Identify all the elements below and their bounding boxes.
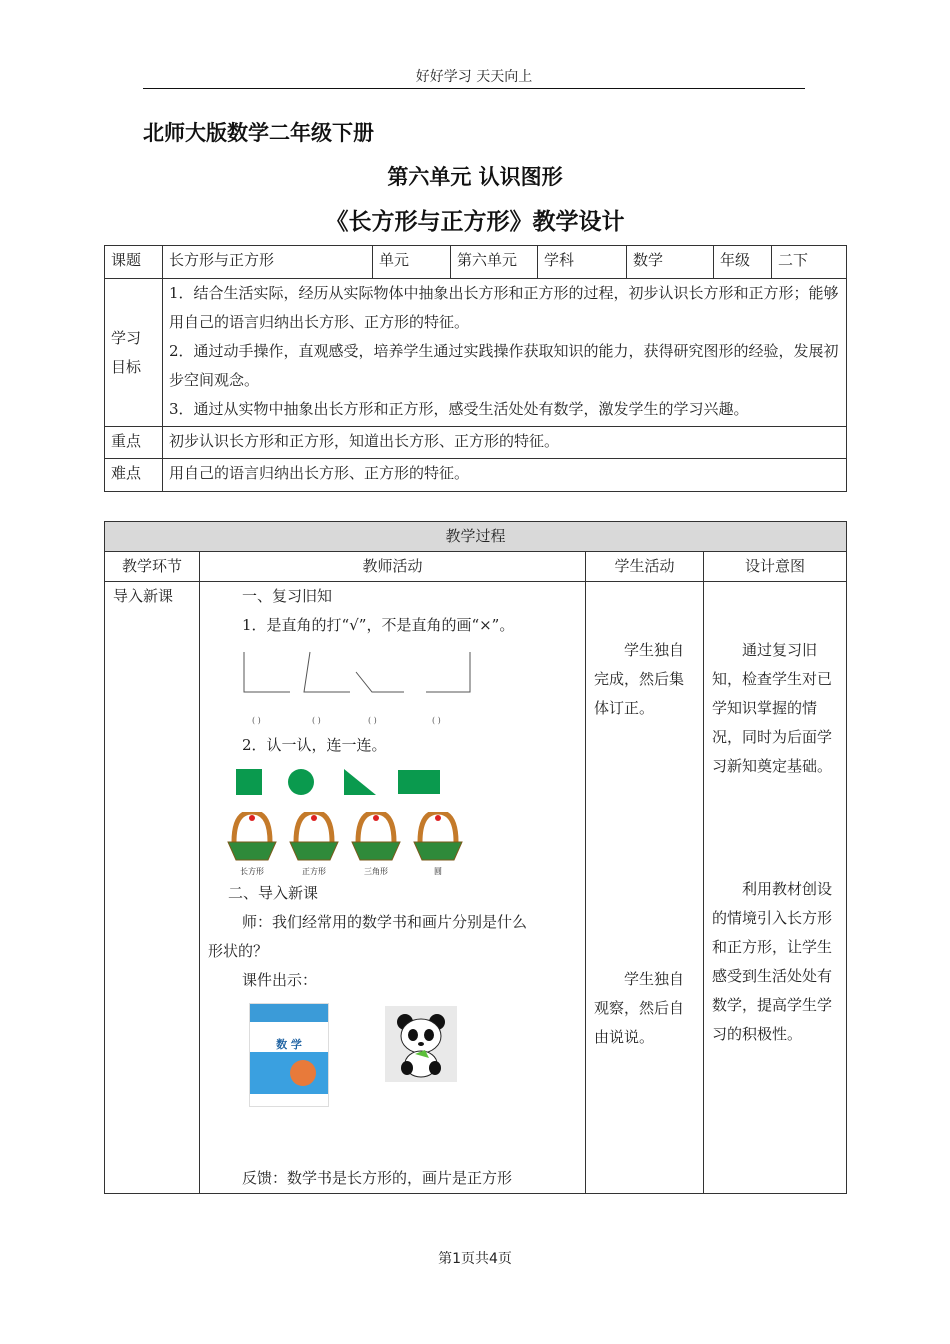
review-heading: 一、复习旧知 (242, 587, 333, 605)
goal-3: 3．通过从实物中抽象出长方形和正方形，感受生活处处有数学，激发学生的学习兴趣。 (169, 400, 749, 418)
green-circle (288, 769, 314, 795)
angle-figure-1 (244, 652, 290, 692)
intro-heading: 二、导入新课 (228, 884, 319, 902)
student-activity-2: 学生独自观察，然后自由说说。 (594, 970, 685, 1046)
question-1: 1．是直角的打“√”，不是直角的画“×”。 (242, 616, 515, 634)
goals-label (105, 279, 163, 427)
angle-figure-2 (304, 652, 350, 692)
angle-figure-3 (356, 672, 404, 692)
goals-content (163, 279, 847, 427)
teacher-question-line-1: 师：我们经常用的数学书和画片分别是什么 (242, 913, 528, 931)
topic-value: 长方形与正方形 (163, 246, 373, 279)
key-point-value: 初步认识长方形和正方形，知道出长方形、正方形的特征。 (163, 427, 847, 459)
basket-2 (290, 812, 338, 860)
lesson-info-table (104, 245, 847, 492)
teacher-activity-cell (200, 582, 586, 1194)
basket-label-rectangle: 长方形 (240, 867, 264, 876)
grade-value: 二下 (772, 246, 847, 279)
document-title: 《长方形与正方形》教学设计 (325, 209, 625, 235)
unit-value: 第六单元 (451, 246, 538, 279)
teacher-question-line-2: 形状的？ (208, 942, 269, 960)
page-header: 好好学习 天天向上 (415, 69, 533, 85)
math-book-image (249, 1003, 329, 1107)
shape-row (236, 768, 446, 798)
unit-label: 单元 (373, 246, 451, 279)
green-triangle (344, 769, 376, 795)
panda-icon (385, 1006, 457, 1082)
answer-paren-4: ( ) (432, 716, 441, 725)
answer-paren-2: ( ) (312, 716, 321, 725)
difficult-point-label: 难点 (105, 459, 163, 492)
col-student: 学生活动 (586, 552, 704, 582)
goals-label-line-1: 学习 (111, 328, 142, 347)
design-intent-cell (704, 582, 847, 1194)
col-stage: 教学环节 (105, 552, 200, 582)
stage-cell: 导入新课 (105, 582, 200, 1194)
difficult-point-value: 用自己的语言归纳出长方形、正方形的特征。 (163, 459, 847, 492)
angle-figure-4 (426, 652, 470, 692)
col-intent: 设计意图 (704, 552, 847, 582)
green-rectangle (398, 770, 440, 794)
basket-label-circle: 圆 (434, 867, 442, 876)
student-activity-1: 学生独自完成，然后集体订正。 (594, 641, 685, 717)
question-2: 2．认一认，连一连。 (242, 736, 387, 754)
basket-label-triangle: 三角形 (364, 867, 388, 876)
unit-title: 第六单元 认识图形 (387, 165, 563, 189)
basket-1 (228, 812, 276, 860)
answer-paren-1: ( ) (252, 716, 261, 725)
page-footer: 第1页共4页 (438, 1251, 512, 1267)
answer-paren-3: ( ) (368, 716, 377, 725)
grade-label: 年级 (714, 246, 772, 279)
goal-2: 2．通过动手操作，直观感受，培养学生通过实践操作获取知识的能力，获得研究图形的经验，发展初步空间观念。 (169, 342, 839, 389)
goals-label-line-2: 目标 (111, 357, 142, 376)
basket-label-square: 正方形 (302, 867, 326, 876)
design-intent-2: 利用教材创设的情境引入长方形和正方形，让学生感受到生活处处有数学，提高学生学习的积极性。 (712, 880, 833, 1043)
basket-4 (414, 812, 462, 860)
teaching-process-table (104, 521, 847, 1194)
design-intent-1: 通过复习旧知，检查学生对已学知识掌握的情况，同时为后面学习新知奠定基础。 (712, 641, 833, 775)
subject-label: 学科 (538, 246, 627, 279)
header-divider (143, 88, 805, 89)
book-title: 数 学 (276, 1038, 302, 1051)
basket-3 (352, 812, 400, 860)
courseware-label: 课件出示： (242, 971, 318, 989)
topic-label: 课题 (105, 246, 163, 279)
subject-value: 数学 (627, 246, 714, 279)
col-teacher: 教师活动 (200, 552, 586, 582)
goal-1: 1．结合生活实际，经历从实际物体中抽象出长方形和正方形的过程，初步认识长方形和正方形；能够用自己的语言归纳出长方形、正方形的特征。 (169, 284, 839, 331)
process-title: 教学过程 (105, 522, 847, 552)
series-title: 北师大版数学二年级下册 (143, 121, 374, 145)
green-square (236, 769, 262, 795)
key-point-label: 重点 (105, 427, 163, 459)
student-activity-cell (586, 582, 704, 1194)
angle-figures (238, 648, 478, 698)
feedback-line: 反馈：数学书是长方形的，画片是正方形 (242, 1169, 513, 1187)
panda-picture (385, 1006, 457, 1082)
